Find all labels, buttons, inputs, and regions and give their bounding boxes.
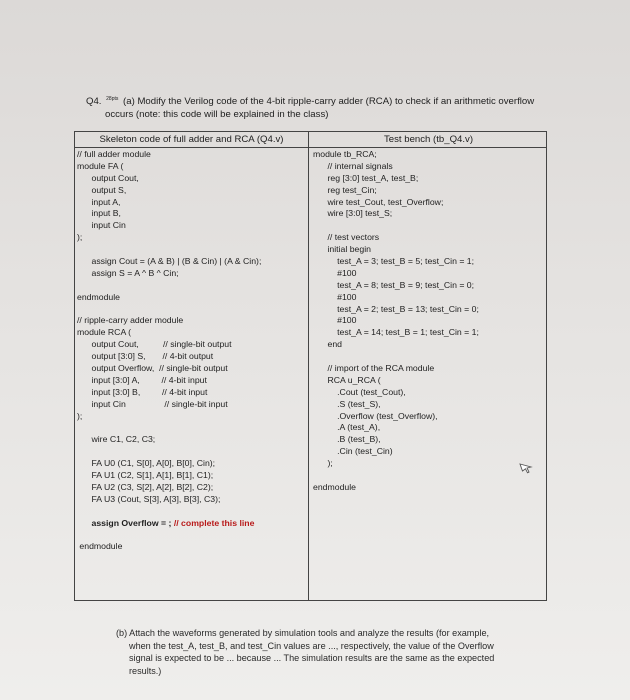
skeleton-code-line: input [3:0] A, // 4-bit input	[77, 374, 207, 385]
skeleton-code-line: );	[77, 232, 83, 243]
testbench-code-line	[313, 351, 479, 363]
skeleton-code-line: output [3:0] S, // 4-bit output	[77, 351, 214, 362]
testbench-code-line: test_A = 8; test_B = 9; test_Cin = 0;	[313, 279, 475, 290]
testbench-code-line: .Cout (test_Cout),	[313, 386, 406, 397]
skeleton-code-line: endmodule	[77, 541, 123, 552]
testbench-code-line: #100	[313, 267, 357, 278]
part-b-line: when the test_A, test_B, and test_Cin values are ..., respectively, the value of the Overflow	[129, 640, 494, 651]
code-table	[74, 131, 547, 601]
question-number: Q4.	[86, 96, 102, 108]
testbench-code-line: .Overflow (test_Overflow),	[313, 410, 438, 421]
skeleton-code-line: FA U0 (C1, S[0], A[0], B[0], Cin);	[77, 458, 216, 469]
skeleton-code-line: module RCA (	[77, 327, 132, 338]
mouse-pointer-icon	[519, 460, 533, 474]
testbench-code-line: initial begin	[313, 244, 371, 255]
testbench-code-line: wire [3:0] test_S;	[313, 208, 393, 219]
testbench-code-line: .A (test_A),	[313, 422, 381, 433]
testbench-code-line: test_A = 2; test_B = 13; test_Cin = 0;	[313, 303, 479, 314]
testbench-code-line: test_A = 14; test_B = 1; test_Cin = 1;	[313, 327, 479, 338]
question-text-line1: (a) Modify the Verilog code of the 4-bit ripple-carry adder (RCA) to check if an arithmetic overflow	[123, 96, 535, 108]
column-divider	[308, 132, 309, 600]
skeleton-code-line: input Cin	[77, 220, 126, 231]
testbench-code-line: endmodule	[313, 481, 356, 492]
skeleton-code-line	[77, 422, 261, 434]
part-b-line: results.)	[129, 665, 162, 676]
testbench-code-line: wire test_Cout, test_Overflow;	[313, 196, 444, 207]
right-column-header: Test bench (tb_Q4.v)	[383, 134, 474, 145]
skeleton-code-line: assign Cout = (A & B) | (B & Cin) | (A & Cin);	[77, 256, 262, 267]
part-b-line: signal is expected to be ... because ... The simulation results are the same as the expected	[129, 653, 495, 664]
testbench-code-line: // test vectors	[313, 232, 380, 243]
skeleton-code-line: // full adder module	[77, 149, 151, 159]
skeleton-code-line	[77, 304, 261, 316]
testbench-code-line: reg test_Cin;	[313, 184, 377, 195]
skeleton-code-line: output Cout, // single-bit output	[77, 339, 232, 350]
question-points: 28pts	[106, 96, 119, 102]
header-divider	[75, 147, 546, 148]
testbench-code-line: #100	[313, 291, 357, 302]
question-header	[86, 93, 556, 121]
part-b-instructions	[116, 627, 536, 677]
skeleton-code-line	[77, 244, 261, 256]
testbench-code-line: RCA u_RCA (	[313, 374, 381, 385]
question-text-line2: occurs (note: this code will be explained in the class)	[105, 109, 329, 121]
skeleton-code-line: input [3:0] B, // 4-bit input	[77, 386, 208, 397]
skeleton-code-line: );	[77, 410, 83, 421]
skeleton-code-line: input B,	[77, 208, 121, 219]
skeleton-code-line: assign Overflow = ; // complete this line	[77, 517, 255, 528]
skeleton-code-line: endmodule	[77, 291, 120, 302]
part-b-line: (b) Attach the waveforms generated by simulation tools and analyze the results (for example,	[116, 628, 490, 638]
skeleton-code-line: FA U2 (C3, S[2], A[2], B[2], C2);	[77, 481, 214, 492]
overflow-todo-comment: // complete this line	[173, 517, 255, 528]
skeleton-code-line	[77, 446, 261, 458]
testbench-code-line: .Cin (test_Cin)	[313, 446, 393, 457]
testbench-code-line: .S (test_S),	[313, 398, 381, 409]
skeleton-code-line: output S,	[77, 184, 127, 195]
skeleton-code-line: // ripple-carry adder module	[77, 315, 184, 326]
testbench-code-line: // internal signals	[313, 160, 393, 171]
skeleton-code-line: output Overflow, // single-bit output	[77, 363, 228, 374]
left-column-header: Skeleton code of full adder and RCA (Q4.v)	[99, 134, 284, 145]
testbench-code-line: test_A = 3; test_B = 5; test_Cin = 1;	[313, 256, 475, 267]
skeleton-code-line: input A,	[77, 196, 121, 207]
skeleton-code-line	[77, 530, 261, 542]
testbench-code-line: );	[313, 458, 333, 469]
testbench-code-line: reg [3:0] test_A, test_B;	[313, 172, 419, 183]
testbench-code-line: // import of the RCA module	[313, 363, 435, 374]
skeleton-code-line	[77, 280, 261, 292]
skeleton-code-line: FA U1 (C2, S[1], A[1], B[1], C1);	[77, 470, 214, 481]
testbench-code-line	[313, 470, 479, 482]
testbench-code-line: end	[313, 339, 342, 350]
skeleton-code	[77, 149, 261, 553]
skeleton-code-line	[77, 506, 261, 518]
testbench-code-line: .B (test_B),	[313, 434, 381, 445]
testbench-code-line: module tb_RCA;	[313, 149, 377, 159]
testbench-code	[313, 149, 479, 494]
skeleton-code-line: output Cout,	[77, 172, 139, 183]
skeleton-code-line: FA U3 (Cout, S[3], A[3], B[3], C3);	[77, 493, 221, 504]
skeleton-code-line: assign S = A ^ B ^ Cin;	[77, 267, 179, 278]
skeleton-code-line: input Cin // single-bit input	[77, 398, 228, 409]
testbench-code-line: #100	[313, 315, 357, 326]
skeleton-code-line: wire C1, C2, C3;	[77, 434, 156, 445]
testbench-code-line	[313, 220, 479, 232]
skeleton-code-line: module FA (	[77, 160, 124, 171]
